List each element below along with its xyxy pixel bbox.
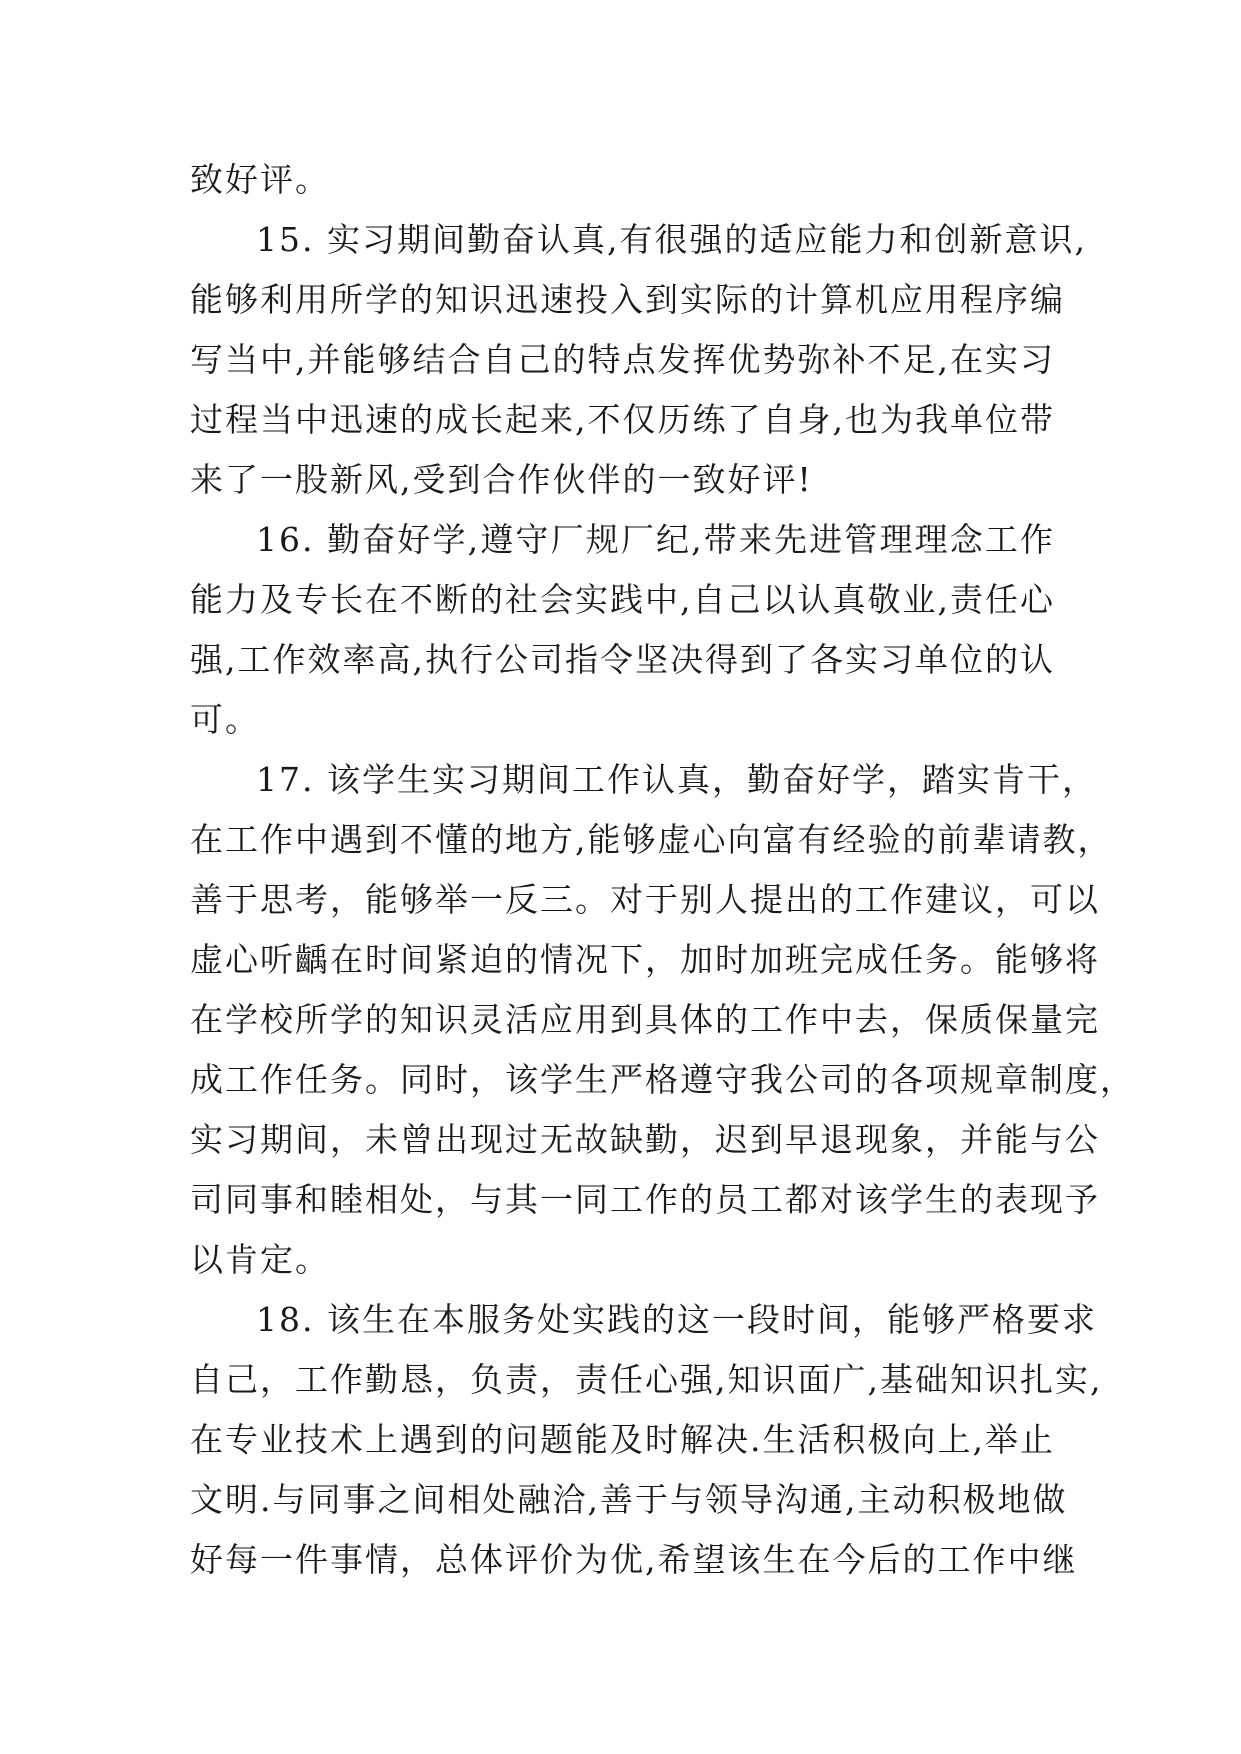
document-body	[190, 150, 1135, 1590]
text-line: 自己，工作勤恳，负责，责任心强,知识面广,基础知识扎实,	[190, 1360, 1103, 1399]
text-line: 来了一股新风,受到合作伙伴的一致好评!	[190, 460, 813, 499]
text-line: 15. 实习期间勤奋认真,有很强的适应能力和创新意识,	[256, 220, 1087, 259]
text-line: 在学校所学的知识灵活应用到具体的工作中去，保质保量完	[190, 1000, 1100, 1039]
text-line: 能力及专长在不断的社会实践中,自己以认真敬业,责任心	[190, 580, 1055, 619]
text-line: 文明.与同事之间相处融洽,善于与领导沟通,主动积极地做	[190, 1480, 1068, 1519]
text-line: 17. 该学生实习期间工作认真，勤奋好学，踏实肯干，	[256, 760, 1097, 799]
text-line: 过程当中迅速的成长起来,不仅历练了自身,也为我单位带	[190, 400, 1055, 439]
text-line: 以肯定。	[190, 1240, 330, 1279]
text-line: 善于思考，能够举一反三。对于别人提出的工作建议，可以	[190, 880, 1100, 919]
text-line: 写当中,并能够结合自己的特点发挥优势弥补不足,在实习	[190, 340, 1055, 379]
text-line: 18. 该生在本服务处实践的这一段时间，能够严格要求	[256, 1300, 1097, 1339]
text-line: 成工作任务。同时，该学生严格遵守我公司的各项规章制度，	[190, 1060, 1135, 1099]
text-line: 好每一件事情，总体评价为优,希望该生在今后的工作中继	[190, 1540, 1078, 1579]
text-line: 在工作中遇到不懂的地方,能够虚心向富有经验的前辈请教，	[190, 820, 1113, 859]
text-line: 能够利用所学的知识迅速投入到实际的计算机应用程序编	[190, 280, 1065, 319]
text-line: 虚心听齲在时间紧迫的情况下，加时加班完成任务。能够将	[190, 940, 1100, 979]
text-line: 司同事和睦相处，与其一同工作的员工都对该学生的表现予	[190, 1180, 1100, 1219]
text-line: 在专业技术上遇到的问题能及时解决.生活积极向上,举止	[190, 1420, 1055, 1459]
text-line: 实习期间，未曾出现过无故缺勤，迟到早退现象，并能与公	[190, 1120, 1100, 1159]
text-line: 可。	[190, 700, 260, 739]
text-line: 16. 勤奋好学,遵守厂规厂纪,带来先进管理理念工作	[256, 520, 1055, 559]
text-line: 强,工作效率高,执行公司指令坚决得到了各实习单位的认	[190, 640, 1055, 679]
text-line: 致好评。	[190, 160, 330, 199]
